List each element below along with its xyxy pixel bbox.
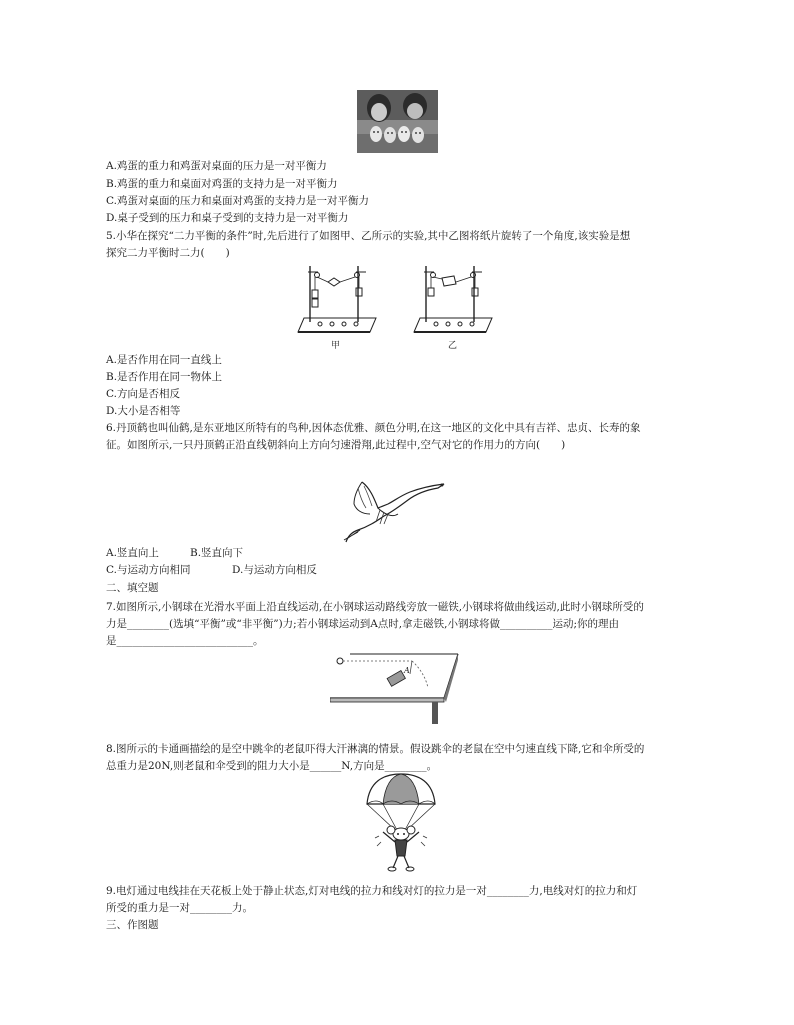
q6-stem-line1: 6.丹顶鹤也叫仙鹤,是东亚地区所特有的鸟种,因体态优雅、颜色分明,在这一地区的文化中具有吉祥、忠贞、长寿的象: [106, 422, 641, 434]
q4-option-c: C.鸡蛋对桌面的压力和桌面对鸡蛋的支持力是一对平衡力: [106, 195, 369, 207]
q4-option-d: D.桌子受到的压力和桌子受到的支持力是一对平衡力: [106, 212, 349, 224]
q6-option-b: B.竖直向下: [190, 547, 244, 559]
q8-stem-line1: 8.图所示的卡通画描绘的是空中跳伞的老鼠吓得大汗淋漓的情景。假设跳伞的老鼠在空中匀速直线下降,它和伞所受的: [106, 743, 645, 755]
apparatus-figure-yi: [412, 258, 494, 338]
q4-option-b: B.鸡蛋的重力和桌面对鸡蛋的支持力是一对平衡力: [106, 178, 338, 190]
q7-stem-line1: 7.如图所示,小钢球在光滑水平面上沿直线运动,在小钢球运动路线旁放一磁铁,小钢球将做曲线运动,此时小钢球所受的: [106, 601, 644, 613]
q7-stem-line2: 力是________(选填“平衡”或“非平衡”)力;若小钢球运动到A点时,拿走磁铁,小钢球将做__________运动;你的理由: [106, 618, 619, 630]
q9-stem-line2: 所受的重力是一对________力。: [106, 902, 253, 914]
q6-stem-line2: 征。如图所示,一只丹顶鹤正沿直线朝斜向上方向匀速滑翔,此过程中,空气对它的作用力的方向( ): [106, 439, 566, 451]
q9-stem-line1: 9.电灯通过电线挂在天花板上处于静止状态,灯对电线的拉力和线对灯的拉力是一对________力,电线对灯的拉力和灯: [106, 885, 638, 897]
point-a-label: A: [404, 666, 410, 675]
q5-option-a: A.是否作用在同一直线上: [106, 354, 222, 366]
section-heading-drawing: 三、作图题: [106, 919, 159, 931]
q4-option-a: A.鸡蛋的重力和鸡蛋对桌面的压力是一对平衡力: [106, 160, 327, 172]
q6-option-a: A.竖直向上: [106, 547, 159, 559]
q5-stem-line2: 探究二力平衡时二力( ): [106, 247, 230, 259]
crane-figure: [340, 474, 450, 546]
q5-stem-line1: 5.小华在探究“二力平衡的条件”时,先后进行了如图甲、乙所示的实验,其中乙图将纸片旋转了一个角度,该实验是想: [106, 230, 631, 242]
apparatus-figure-jia: [296, 258, 378, 338]
q5-option-c: C.方向是否相反: [106, 388, 180, 400]
q7-stem-line3: 是__________________________。: [106, 635, 264, 647]
q5-option-d: D.大小是否相等: [106, 405, 181, 417]
figure-label-jia: 甲: [331, 341, 341, 351]
section-heading-fill-blank: 二、填空题: [106, 582, 159, 594]
figure-label-yi: 乙: [448, 341, 458, 351]
parachute-mouse-figure: [363, 772, 439, 874]
q5-option-b: B.是否作用在同一物体上: [106, 371, 223, 383]
q8-stem-line2: 总重力是20N,则老鼠和伞受到的阻力大小是______N,方向是________。: [106, 760, 438, 772]
eggs-photo: [357, 90, 438, 153]
q6-option-c: C.与运动方向相同: [106, 564, 191, 576]
table-ball-magnet-figure: [330, 648, 465, 726]
q6-option-d: D.与运动方向相反: [232, 564, 317, 576]
